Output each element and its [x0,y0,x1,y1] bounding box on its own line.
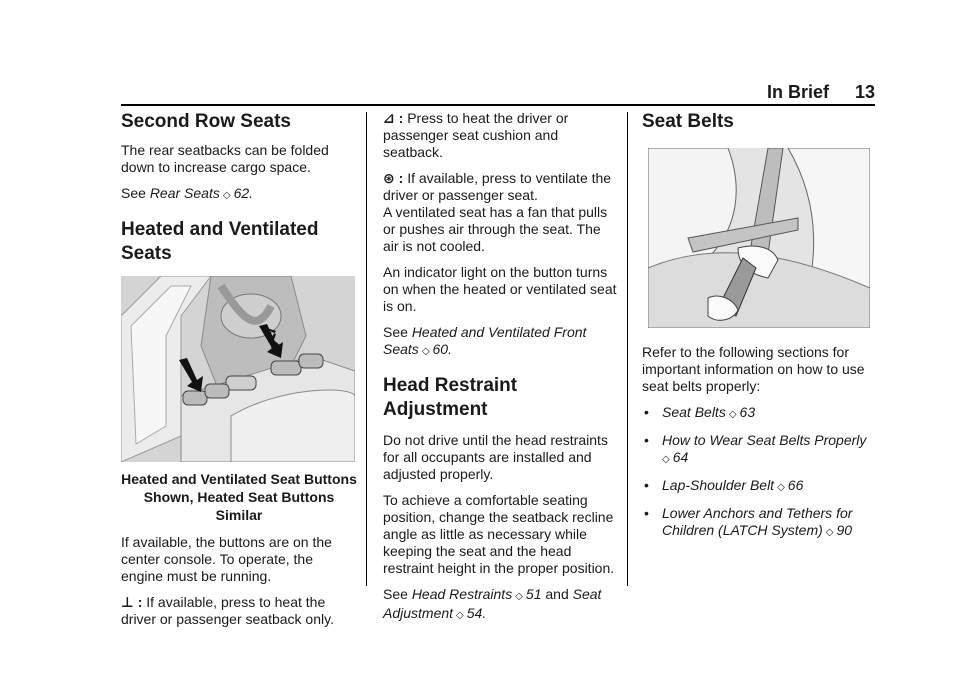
see-rear-seats [121,185,357,204]
para-seat-heat [383,110,618,161]
console-illustration [121,276,355,462]
seat-belt-illustration [648,148,870,328]
page-ref-number: 60. [432,341,452,357]
heading-heated-ventilated-seats: Heated and Ventilated Seats [121,219,319,264]
bullet-page: 63 [739,404,756,420]
colon: : [398,110,404,126]
link-head-restraints[interactable]: Head Restraints [411,586,513,602]
bullet-marker: • [644,432,649,448]
page-ref-icon: ◇ [728,409,737,420]
bullet-title: Lower Anchors and Tethers for Children (LATCH System) [662,505,853,538]
link-heated-ventilated-front-seats[interactable]: Heated and Ventilated Front Seats [383,324,587,357]
list-item[interactable] [642,477,878,496]
seat-vent-text: If available, press to ventilate the driver or passenger seat. [383,170,612,203]
link-rear-seats[interactable]: Rear Seats [149,185,220,201]
heading-seat-belts: Seat Belts [642,111,734,132]
bullet-marker: • [644,505,649,521]
para-vent-detail: A ventilated seat has a fan that pulls or pushes air through the seat. The air is not cooled. [383,204,608,254]
column-1 [121,110,357,637]
seat-heat-icon: ⊿ [383,110,395,126]
page-ref-icon: ◇ [421,346,430,357]
figure-caption: Heated and Ventilated Seat Buttons Shown, Heated Seat Buttons Similar [121,471,357,523]
para-head-1: Do not drive until the head restraints for all occupants are installed and adjusted properly. [383,432,608,482]
column-3 [642,110,878,550]
column-divider-1 [366,112,367,586]
para-indicator: An indicator light on the button turns on when the heated or ventilated seat is on. [383,264,617,314]
seat-belt-figure [648,148,870,328]
heading-second-row-seats: Second Row Seats [121,111,291,132]
heading-head-restraint: Head Restraint Adjustment [383,375,518,420]
console-figure [121,276,355,462]
bullet-title: Lap-Shoulder Belt [662,477,775,493]
para-second-row: The rear seatbacks can be folded down to increase cargo space. [121,142,329,175]
see-heated-seats [383,324,618,360]
page-ref-icon: ◇ [662,454,670,465]
header-rule [121,104,875,106]
running-header [767,82,875,103]
bullet-page: 64 [672,449,689,465]
seat-heat-text: Press to heat the driver or passenger seat cushion and seatback. [383,110,569,160]
bullet-title: Seat Belts [662,404,726,420]
page-ref-icon: ◇ [222,190,231,201]
bullet-marker: • [644,404,649,420]
see-label: See [383,324,412,340]
para-head-2: To achieve a comfortable seating position, change the seatback recline angle as little as necessary while keeping the seat and the head restraint height in the proper position. [383,492,615,576]
link-seat-adjustment[interactable]: Seat Adjustment [383,586,602,621]
page-ref-icon: ◇ [777,482,785,493]
page-ref-icon: ◇ [825,527,834,538]
page-ref-icon: ◇ [515,591,523,602]
list-item[interactable] [642,505,878,541]
column-divider-2 [627,112,628,586]
column-2 [383,110,618,633]
bullet-marker: • [644,477,649,493]
list-item[interactable] [642,404,878,423]
bullet-page: 66 [787,477,804,493]
seatback-heat-text: If available, press to heat the driver or passenger seatback only. [121,594,334,627]
page-ref-icon: ◇ [456,610,464,621]
seat-vent-icon: ⊛ [383,170,395,186]
para-seat-vent [383,170,618,204]
colon: : [398,170,404,186]
page-ref-number: 51 [525,586,542,602]
para-availability: If available, the buttons are on the center console. To operate, the engine must be running. [121,534,332,584]
colon: : [137,594,143,610]
page-number: 13 [854,82,875,102]
see-head-restraints [383,586,618,624]
seatback-heat-icon: ⊥ [121,594,134,610]
bullet-page: 90 [836,522,853,538]
and-text: and [541,586,573,602]
see-label: See [121,185,150,201]
header-title: In Brief [766,82,829,102]
see-label: See [383,586,412,602]
bullet-title: How to Wear Seat Belts Properly [662,432,867,448]
list-item[interactable] [642,432,878,468]
page-ref-number: 54. [466,605,487,621]
para-refer: Refer to the following sections for important information on how to use seat belts properly: [642,344,865,394]
para-seatback-heat [121,594,357,628]
page-ref-number: 62. [233,185,254,201]
